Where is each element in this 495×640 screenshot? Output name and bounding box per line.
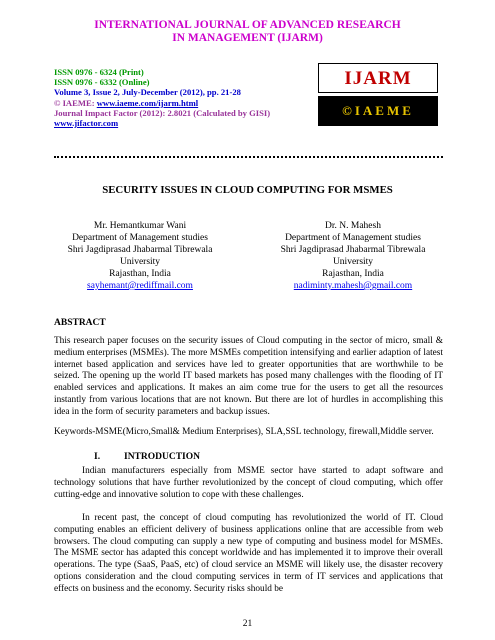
author-location: Rajasthan, India xyxy=(109,269,171,279)
author-dept: Department of Management studies xyxy=(285,233,421,243)
author-inst2: University xyxy=(332,257,374,267)
author-inst2: University xyxy=(119,257,161,267)
author-name: Dr. N. Mahesh xyxy=(325,221,381,231)
intro-paragraph-2: In recent past, the concept of cloud computing has revolutionized the world of IT. Cloud computing enables an efficient delivery of business applications online that are accessible from web browsers. The cloud computing can supply a new type of computing and business model for MSMEs. The MSME sector has adapted this concept worldwide and has implemented it to improve their overall operations. The type (SaaS, PaaS, etc) of cloud service an MSME will likely use, the disaster recovery options consideration and the cloud computing services in term of IT services and applications that effects on business and the economy. Security risks should be xyxy=(54,513,443,594)
paper-title: SECURITY ISSUES IN CLOUD COMPUTING FOR MSMES xyxy=(102,184,393,196)
section-number: I. xyxy=(94,452,101,462)
issn-print: ISSN 0976 - 6324 (Print) xyxy=(54,67,144,77)
abstract-text: This research paper focuses on the security issues of Cloud computing in the sector of micro, small & medium enterprises (MSMEs). The more MSMEs competition intensifying and earlier adaption of latest internet based application and services have led to greater opportunities that are worthwhile to be seized. The opening up the world IT based markets has posed many challenges with the flooding of IT enabled services and applications. It makes an aim come true for the users to get all the resources instantly from various locations that are not known. But there are lot of hurdles in accomplishing this idea in the form of security parameters and backup issues. xyxy=(54,336,443,417)
journal-title xyxy=(0,19,495,45)
abstract-heading: ABSTRACT xyxy=(54,318,106,328)
author-1 xyxy=(50,220,230,292)
intro-paragraph-1: Indian manufacturers especially from MSME sector have started to adapt software and technology solutions that have further revolutionized by the concept of cloud computing, which offer cutting-edge and innovative solution to cope with these challenges. xyxy=(54,466,443,500)
journal-title-line1: INTERNATIONAL JOURNAL OF ADVANCED RESEARCH xyxy=(94,19,401,31)
keywords-text: Keywords-MSME(Micro,Small& Medium Enterprises), SLA,SSL technology, firewall,Middle server. xyxy=(54,427,434,437)
issn-online: ISSN 0976 - 6332 (Online) xyxy=(54,77,150,88)
page-number: 21 xyxy=(242,619,253,629)
author-name: Mr. Hemantkumar Wani xyxy=(93,221,187,231)
author-inst: Shri Jagdiprasad Jhabarmal Tibrewala xyxy=(280,245,426,255)
author-email[interactable]: nadiminty.mahesh@gmail.com xyxy=(293,281,413,291)
section-heading xyxy=(94,452,200,462)
iaeme-line xyxy=(54,98,270,108)
iaeme-link[interactable]: www.iaeme.com/ijarm.html xyxy=(96,97,199,108)
impact-factor: Journal Impact Factor (2012): 2.8021 (Calculated by GISI) xyxy=(54,107,271,118)
journal-meta xyxy=(54,67,270,128)
author-2 xyxy=(258,220,448,292)
volume-info: Volume 3, Issue 2, July-December (2012), pp. 21-28 xyxy=(54,87,241,98)
logo-publisher: ©IAEME xyxy=(318,96,438,126)
section-title: INTRODUCTION xyxy=(124,452,201,462)
author-inst: Shri Jagdiprasad Jhabarmal Tibrewala xyxy=(67,245,213,255)
iaeme-prefix: © IAEME: xyxy=(54,97,97,108)
author-location: Rajasthan, India xyxy=(322,269,384,279)
header-divider xyxy=(54,156,443,158)
author-email[interactable]: sayhemant@rediffmail.com xyxy=(87,281,193,291)
author-dept: Department of Management studies xyxy=(72,233,208,243)
journal-title-line2: IN MANAGEMENT (IJARM) xyxy=(172,32,323,44)
logo-title: IJARM xyxy=(318,63,438,93)
ijarm-logo xyxy=(318,63,438,127)
jifactor-link[interactable]: www.jifactor.com xyxy=(54,118,119,129)
